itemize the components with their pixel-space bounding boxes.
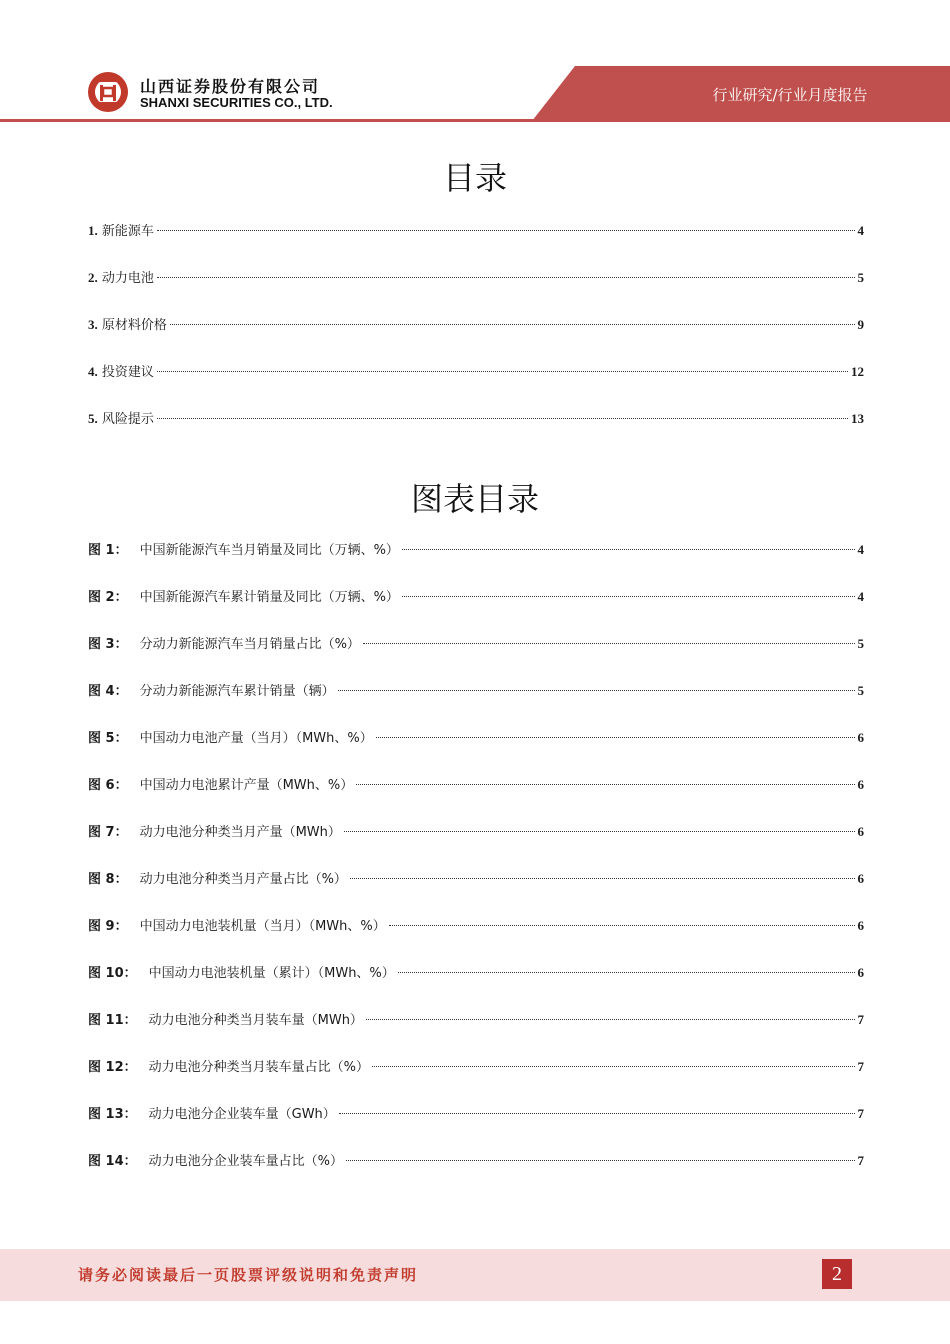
leader-dots [402, 549, 855, 550]
leader-dots [398, 972, 855, 973]
footer-disclaimer: 请务必阅读最后一页股票评级说明和免责声明 [78, 1266, 419, 1284]
leader-dots [157, 371, 848, 372]
leader-dots [350, 878, 855, 879]
figure-item-label: 动力电池分企业装车量占比（%） [148, 1154, 343, 1169]
figures-title: 图表目录 [410, 480, 539, 518]
toc-item[interactable] [88, 220, 864, 240]
figure-item-number: 图 10： [88, 966, 137, 981]
figure-item-number: 图 3： [88, 637, 128, 652]
page-header [0, 0, 950, 130]
company-name-cn: 山西证券股份有限公司 [140, 77, 321, 96]
toc-item-page: 12 [851, 364, 864, 379]
figure-item-label: 分动力新能源汽车当月销量占比（%） [139, 637, 360, 652]
leader-dots [338, 690, 855, 691]
leader-dots [366, 1019, 855, 1020]
figure-item-label: 中国新能源汽车累计销量及同比（万辆、%） [139, 590, 399, 605]
figure-item-number: 图 2： [88, 590, 128, 605]
figure-item[interactable] [88, 633, 864, 653]
figure-item[interactable] [88, 586, 864, 606]
figure-item-number: 图 13： [88, 1107, 137, 1122]
figure-item[interactable] [88, 539, 864, 559]
figure-item-number: 图 8： [88, 872, 128, 887]
figure-item-label: 中国新能源汽车当月销量及同比（万辆、%） [139, 543, 399, 558]
figure-item-label: 中国动力电池装机量（累计）（MWh、%） [148, 966, 395, 981]
figure-item-number: 图 4： [88, 684, 128, 699]
leader-dots [339, 1113, 855, 1114]
toc-item-number: 4. [88, 364, 98, 379]
page-number: 2 [822, 1259, 852, 1289]
figure-item[interactable] [88, 774, 864, 794]
leader-dots [363, 643, 855, 644]
figure-item-page: 6 [857, 871, 864, 886]
figure-item[interactable] [88, 915, 864, 935]
figure-item-page: 6 [857, 965, 864, 980]
figure-item-label: 动力电池分种类当月装车量（MWh） [148, 1013, 363, 1028]
toc-item[interactable] [88, 314, 864, 334]
toc-item-page: 4 [857, 223, 864, 238]
figure-item-number: 图 1： [88, 543, 128, 558]
figure-item-label: 中国动力电池装机量（当月）（MWh、%） [139, 919, 386, 934]
header-banner [0, 0, 950, 130]
figure-item-label: 动力电池分种类当月产量占比（%） [139, 872, 347, 887]
leader-dots [157, 418, 848, 419]
figure-item-label: 动力电池分种类当月产量（MWh） [139, 825, 341, 840]
company-name-en: SHANXI SECURITIES CO., LTD. [140, 95, 333, 110]
figure-item-number: 图 6： [88, 778, 128, 793]
leader-dots [170, 324, 855, 325]
toc-item-number: 2. [88, 270, 98, 285]
report-type: 行业研究/行业月度报告 [712, 86, 868, 104]
leader-dots [157, 277, 855, 278]
toc-item-number: 1. [88, 223, 98, 238]
figure-item[interactable] [88, 1150, 864, 1170]
figure-item-page: 7 [857, 1012, 864, 1027]
figure-item-label: 动力电池分企业装车量（GWh） [148, 1107, 336, 1122]
figure-item[interactable] [88, 962, 864, 982]
figure-item-label: 动力电池分种类当月装车量占比（%） [148, 1060, 369, 1075]
leader-dots [356, 784, 854, 785]
figure-item-page: 6 [857, 918, 864, 933]
toc-item[interactable] [88, 361, 864, 381]
figure-item[interactable] [88, 680, 864, 700]
figure-item-number: 图 7： [88, 825, 128, 840]
figure-item-label: 中国动力电池产量（当月）（MWh、%） [139, 731, 373, 746]
toc-item[interactable] [88, 267, 864, 287]
toc-item-number: 3. [88, 317, 98, 332]
company-logo-icon [86, 70, 130, 114]
figure-item[interactable] [88, 1103, 864, 1123]
figure-item-page: 7 [857, 1106, 864, 1121]
figure-item-page: 5 [857, 683, 864, 698]
leader-dots [346, 1160, 855, 1161]
figure-item-page: 4 [857, 542, 864, 557]
toc-item-label: 风险提示 [101, 412, 154, 427]
toc-title: 目录 [442, 159, 507, 197]
toc-item-label: 投资建议 [101, 365, 154, 380]
figure-item-number: 图 5： [88, 731, 128, 746]
figure-item-page: 6 [857, 730, 864, 745]
figure-item[interactable] [88, 1009, 864, 1029]
figure-item-number: 图 12： [88, 1060, 137, 1075]
figure-item-page: 7 [857, 1153, 864, 1168]
figure-item[interactable] [88, 821, 864, 841]
figure-item-number: 图 11： [88, 1013, 137, 1028]
leader-dots [402, 596, 855, 597]
figure-item-page: 6 [857, 824, 864, 839]
leader-dots [376, 737, 855, 738]
leader-dots [157, 230, 855, 231]
figure-item[interactable] [88, 868, 864, 888]
toc-item-page: 5 [857, 270, 864, 285]
leader-dots [344, 831, 855, 832]
figure-item-number: 图 14： [88, 1154, 137, 1169]
figure-item-page: 7 [857, 1059, 864, 1074]
figure-item-label: 中国动力电池累计产量（MWh、%） [139, 778, 354, 793]
toc-item-label: 新能源车 [101, 224, 154, 239]
figure-item-page: 5 [857, 636, 864, 651]
toc-item-page: 9 [857, 317, 864, 332]
toc-item-number: 5. [88, 411, 98, 426]
toc-item-page: 13 [851, 411, 864, 426]
leader-dots [372, 1066, 855, 1067]
figure-item[interactable] [88, 727, 864, 747]
toc-item[interactable] [88, 408, 864, 428]
figure-item-page: 6 [857, 777, 864, 792]
leader-dots [389, 925, 855, 926]
toc-item-label: 原材料价格 [101, 318, 167, 333]
figure-item-number: 图 9： [88, 919, 128, 934]
figure-item-label: 分动力新能源汽车累计销量（辆） [139, 684, 335, 699]
toc-item-label: 动力电池 [101, 271, 154, 286]
figure-item-page: 4 [857, 589, 864, 604]
figure-item[interactable] [88, 1056, 864, 1076]
